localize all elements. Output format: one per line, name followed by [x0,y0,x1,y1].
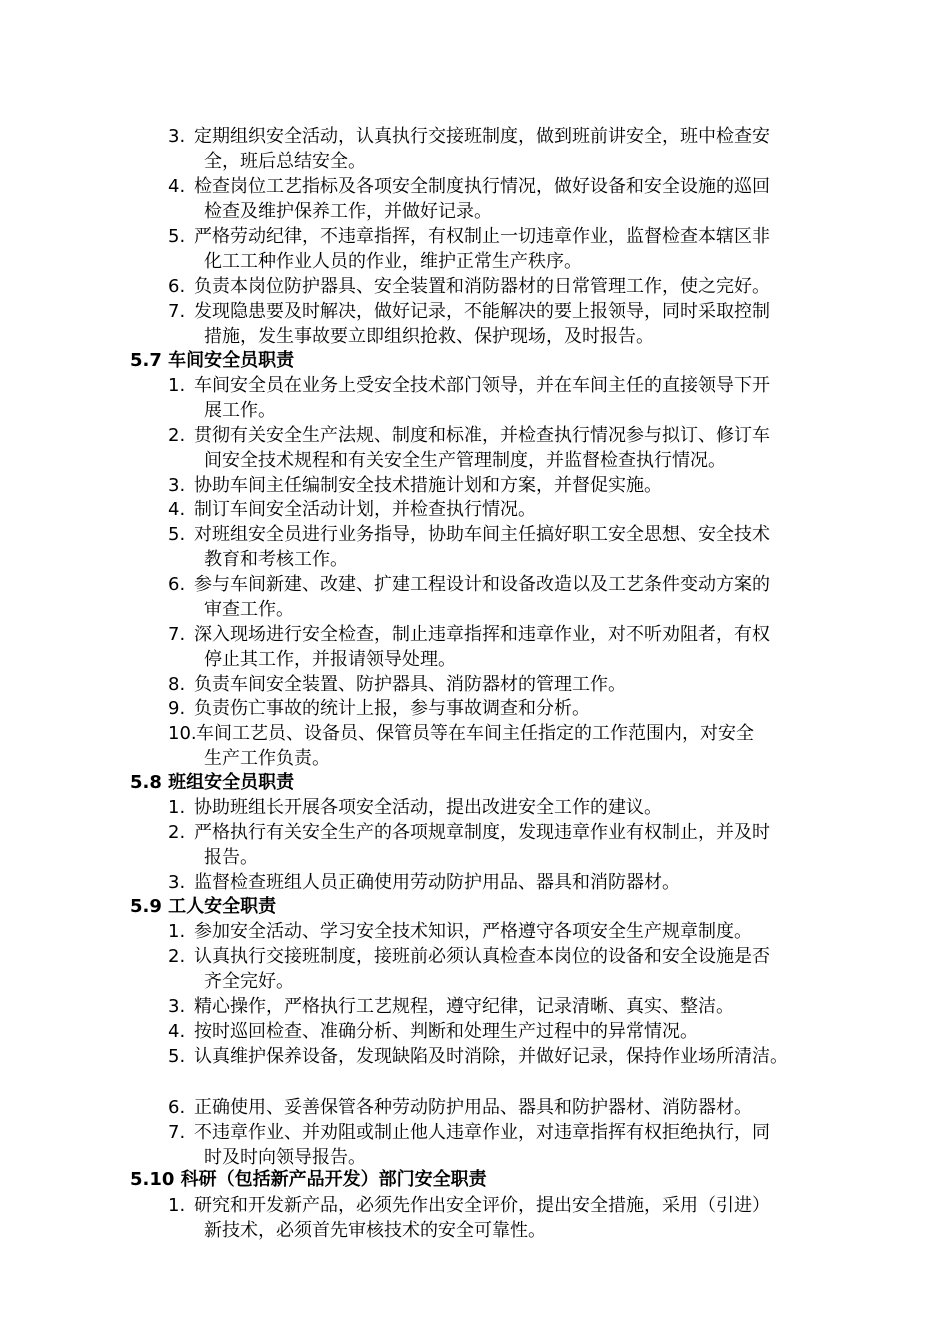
item-text: 精心操作，严格执行工艺规程，遵守纪律，记录清晰、真实、整洁。 [194,996,734,1017]
list-item [168,870,868,895]
item-text: 制订车间安全活动计划，并检查执行情况。 [194,499,536,520]
item-number: 2. [168,946,186,967]
list-item [168,820,868,870]
item-number: 4. [168,176,186,197]
item-text: 参与车间新建、改建、扩建工程设计和设备改造以及工艺条件变动方案的 [194,574,770,595]
list-item [168,1120,868,1170]
item-number: 2. [168,425,186,446]
item-number: 10. [168,723,197,744]
item-text-continued: 新技术，必须首先审核技术的安全可靠性。 [204,1220,546,1241]
section-heading: 5.9 工人安全职责 [130,896,277,917]
item-text: 协助车间主任编制安全技术措施计划和方案，并督促实施。 [194,475,662,496]
item-text: 正确使用、妥善保管各种劳动防护用品、器具和防护器材、消防器材。 [194,1097,752,1118]
section-heading: 5.10 科研（包括新产品开发）部门安全职责 [130,1169,487,1190]
item-number: 1. [168,375,186,396]
item-text: 参加安全活动、学习安全技术知识，严格遵守各项安全生产规章制度。 [194,921,752,942]
list-item [168,224,868,274]
item-number: 1. [168,797,186,818]
list-item [168,473,868,498]
item-text: 深入现场进行安全检查，制止违章指挥和违章作业，对不听劝阻者，有权 [194,624,770,645]
list-item [168,919,868,944]
item-number: 6. [168,574,186,595]
item-number: 5. [168,524,186,545]
item-text-continued: 齐全完好。 [204,971,294,992]
item-text: 负责伤亡事故的统计上报，参与事故调查和分析。 [194,698,590,719]
item-number: 8. [168,674,186,695]
item-text-continued: 教育和考核工作。 [204,549,348,570]
list-item [168,497,868,522]
item-number: 4. [168,1021,186,1042]
item-text-continued: 生产工作负责。 [204,748,330,769]
item-number: 6. [168,1097,186,1118]
item-text: 严格执行有关安全生产的各项规章制度，发现违章作业有权制止，并及时 [194,822,770,843]
item-text: 负责车间安全装置、防护器具、消防器材的管理工作。 [194,674,626,695]
item-text: 检查岗位工艺指标及各项安全制度执行情况，做好设备和安全设施的巡回 [194,176,770,197]
item-text: 对班组安全员进行业务指导，协助车间主任搞好职工安全思想、安全技术 [194,524,770,545]
list-item [168,124,868,174]
item-number: 3. [168,126,186,147]
item-text-continued: 检查及维护保养工作，并做好记录。 [204,201,492,222]
item-number: 7. [168,624,186,645]
item-text-continued: 展工作。 [204,400,276,421]
list-item [168,672,868,697]
item-text-continued: 审查工作。 [204,599,294,620]
list-item [168,174,868,224]
list-item [168,522,868,572]
item-text: 定期组织安全活动，认真执行交接班制度，做到班前讲安全，班中检查安 [194,126,770,147]
item-text-continued: 全，班后总结安全。 [204,151,366,172]
item-number: 6. [168,276,186,297]
list-item [168,572,868,622]
item-text: 不违章作业、并劝阻或制止他人违章作业，对违章指挥有权拒绝执行，同 [194,1122,770,1143]
item-number: 4. [168,499,186,520]
item-text-continued: 时及时向领导报告。 [204,1147,366,1168]
item-text: 认真维护保养设备，发现缺陷及时消除，并做好记录，保持作业场所清洁。 [194,1046,788,1067]
list-item [168,944,868,994]
item-text: 车间工艺员、设备员、保管员等在车间主任指定的工作范围内，对安全 [196,723,754,744]
item-number: 3. [168,996,186,1017]
item-number: 5. [168,1046,186,1067]
item-number: 7. [168,301,186,322]
list-item [168,1019,868,1044]
list-item [168,721,868,771]
item-text: 车间安全员在业务上受安全技术部门领导，并在车间主任的直接领导下开 [194,375,770,396]
list-item [168,423,868,473]
list-item [168,373,868,423]
list-item [168,795,868,820]
item-text-continued: 报告。 [204,847,258,868]
item-number: 3. [168,872,186,893]
item-number: 1. [168,1195,186,1216]
list-item [168,696,868,721]
list-item [168,622,868,672]
list-item [168,274,868,299]
section-heading: 5.8 班组安全员职责 [130,772,295,793]
item-text: 协助班组长开展各项安全活动，提出改进安全工作的建议。 [194,797,662,818]
item-number: 7. [168,1122,186,1143]
item-text-continued: 化工工种作业人员的作业，维护正常生产秩序。 [204,251,582,272]
list-item [168,1044,868,1069]
item-text-continued: 间安全技术规程和有关安全生产管理制度，并监督检查执行情况。 [204,450,726,471]
item-text: 认真执行交接班制度，接班前必须认真检查本岗位的设备和安全设施是否 [194,946,770,967]
list-item [168,994,868,1019]
item-number: 3. [168,475,186,496]
item-number: 5. [168,226,186,247]
list-item [168,1095,868,1120]
item-text: 按时巡回检查、准确分析、判断和处理生产过程中的异常情况。 [194,1021,698,1042]
item-text-continued: 停止其工作，并报请领导处理。 [204,649,456,670]
item-number: 1. [168,921,186,942]
item-number: 2. [168,822,186,843]
item-text: 监督检查班组人员正确使用劳动防护用品、器具和消防器材。 [194,872,680,893]
item-text: 发现隐患要及时解决，做好记录，不能解决的要上报领导，同时采取控制 [194,301,770,322]
item-text: 贯彻有关安全生产法规、制度和标准，并检查执行情况参与拟订、修订车 [194,425,770,446]
list-item [168,1193,868,1243]
item-text: 研究和开发新产品，必须先作出安全评价，提出安全措施，采用（引进） [194,1195,770,1216]
item-number: 9. [168,698,186,719]
item-text-continued: 措施，发生事故要立即组织抢救、保护现场，及时报告。 [204,326,654,347]
section-heading: 5.7 车间安全员职责 [130,350,295,371]
item-text: 严格劳动纪律，不违章指挥，有权制止一切违章作业，监督检查本辖区非 [194,226,770,247]
list-item [168,299,868,349]
item-text: 负责本岗位防护器具、安全装置和消防器材的日常管理工作，使之完好。 [194,276,770,297]
